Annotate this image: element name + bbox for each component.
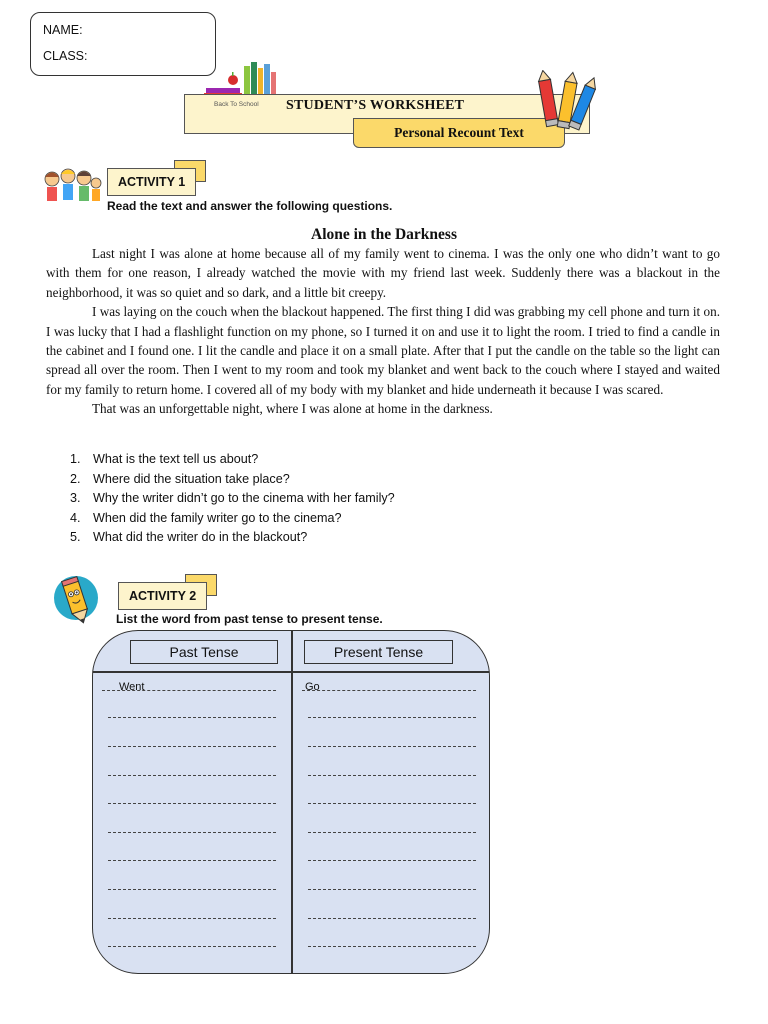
- page-title: STUDENT’S WORKSHEET: [286, 98, 465, 113]
- question-number: 3.: [70, 491, 81, 505]
- present-answer-line[interactable]: [308, 746, 476, 747]
- question-text: When did the family writer go to the cinema?: [93, 510, 342, 525]
- present-answer-line[interactable]: [308, 918, 476, 919]
- table-header-divider: [93, 671, 489, 673]
- question-number: 4.: [70, 510, 81, 525]
- story-text: [46, 244, 720, 419]
- present-answer-line[interactable]: [308, 803, 476, 804]
- name-label: NAME:: [43, 23, 83, 37]
- story-title: Alone in the Darkness: [311, 226, 457, 243]
- past-answer-line[interactable]: [108, 746, 276, 747]
- story-paragraph: That was an unforgettable night, where I was alone at home in the darkness.: [92, 401, 493, 417]
- example-present-word: Go: [305, 681, 320, 693]
- past-tense-header: Past Tense: [130, 640, 278, 664]
- pencil-mascot-illustration: [52, 574, 102, 626]
- past-answer-line[interactable]: [108, 889, 276, 890]
- past-answer-line[interactable]: [108, 832, 276, 833]
- past-answer-line[interactable]: [108, 918, 276, 919]
- question-number: 2.: [70, 471, 81, 486]
- class-label: CLASS:: [43, 49, 88, 63]
- question-number: 1.: [70, 452, 81, 466]
- example-past-word: Went: [119, 681, 145, 693]
- present-answer-line[interactable]: [308, 717, 476, 718]
- pencils-illustration: [534, 70, 598, 138]
- past-answer-line[interactable]: [108, 860, 276, 861]
- present-answer-line[interactable]: [308, 860, 476, 861]
- logo-caption: Back To School: [214, 101, 259, 108]
- page-subtitle: Personal Recount Text: [353, 118, 565, 148]
- children-illustration: [42, 166, 102, 208]
- present-answer-line[interactable]: [308, 775, 476, 776]
- present-answer-line[interactable]: [308, 946, 476, 947]
- story-paragraph: I was laying on the couch when the blackout happened. The first thing I did was grabbing my cell phone and turn it on. I was lucky that I had a flashlight function on my phone, so I turned it on and use it to light the room. I tried to find a candle in the cabinet and I found one. I lit the candle and place it on a small plate. After that I put the candle on the table so the light can spread all over the room. Then I went to my room and took my blanket and went back to the couch where I stayed and waited for my family to return home. I covered all of my body with my blanket and hide underneath it because I was scared.: [46, 304, 720, 397]
- table-column-divider: [291, 631, 293, 973]
- past-answer-line[interactable]: [108, 775, 276, 776]
- student-info-box: [30, 12, 216, 76]
- question-number: 5.: [70, 530, 81, 544]
- question-text: Where did the situation take place?: [93, 471, 290, 486]
- present-tense-header: Present Tense: [304, 640, 453, 664]
- past-answer-line[interactable]: [102, 690, 276, 691]
- activity2-label: ACTIVITY 2: [118, 582, 207, 610]
- activity2-instruction: List the word from past tense to present tense.: [116, 612, 383, 626]
- present-answer-line[interactable]: [302, 690, 476, 691]
- question-text: Why the writer didn’t go to the cinema with her family?: [93, 491, 395, 505]
- past-answer-line[interactable]: [108, 946, 276, 947]
- story-paragraph: Last night I was alone at home because all of my family went to cinema. I was the only one who didn’t want to go with them for one reason, I already watched the movie with my friend last week. Suddenly there was a blackout in the neighborhood, it was so quiet and so dark, and a little bit creepy.: [46, 246, 720, 300]
- present-answer-line[interactable]: [308, 832, 476, 833]
- present-answer-line[interactable]: [308, 889, 476, 890]
- question-text: What is the text tell us about?: [93, 452, 259, 466]
- question-text: What did the writer do in the blackout?: [93, 530, 308, 544]
- activity1-instruction: Read the text and answer the following questions.: [107, 199, 393, 213]
- past-answer-line[interactable]: [108, 717, 276, 718]
- activity1-label: ACTIVITY 1: [107, 168, 196, 196]
- past-answer-line[interactable]: [108, 803, 276, 804]
